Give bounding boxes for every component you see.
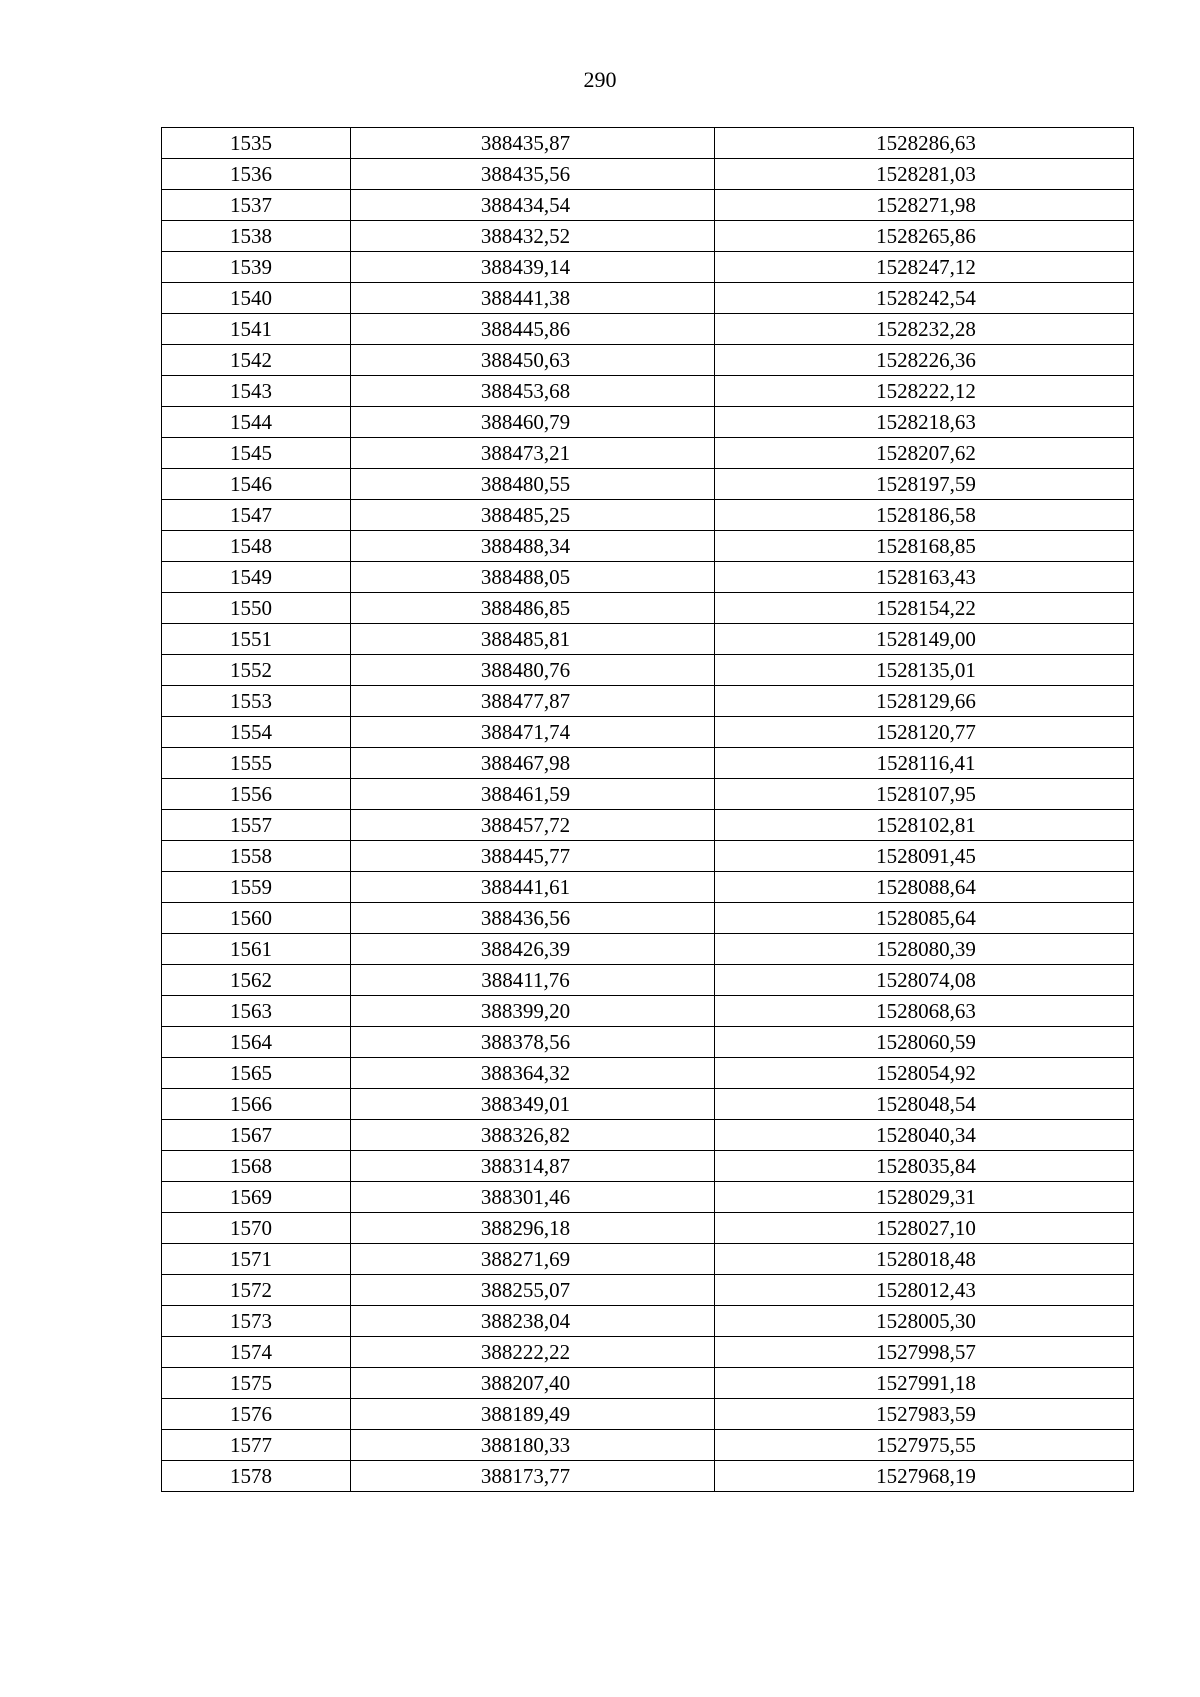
table-row [162, 1368, 1134, 1399]
table-row [162, 841, 1134, 872]
x-coordinate-cell: 388314,87 [351, 1151, 715, 1182]
x-coordinate-cell: 388467,98 [351, 748, 715, 779]
table-row [162, 283, 1134, 314]
table-row [162, 407, 1134, 438]
x-coordinate-cell: 388189,49 [351, 1399, 715, 1430]
x-coordinate-cell: 388222,22 [351, 1337, 715, 1368]
coordinates-table [161, 127, 1134, 1492]
table-row [162, 128, 1134, 159]
table-row [162, 686, 1134, 717]
table-row [162, 1275, 1134, 1306]
x-coordinate-cell: 388445,77 [351, 841, 715, 872]
point-number-cell: 1555 [162, 748, 351, 779]
table-row [162, 1058, 1134, 1089]
table-row [162, 872, 1134, 903]
point-number-cell: 1567 [162, 1120, 351, 1151]
y-coordinate-cell: 1527991,18 [715, 1368, 1134, 1399]
table-row [162, 965, 1134, 996]
y-coordinate-cell: 1528163,43 [715, 562, 1134, 593]
point-number-cell: 1549 [162, 562, 351, 593]
x-coordinate-cell: 388326,82 [351, 1120, 715, 1151]
y-coordinate-cell: 1528040,34 [715, 1120, 1134, 1151]
x-coordinate-cell: 388426,39 [351, 934, 715, 965]
point-number-cell: 1538 [162, 221, 351, 252]
y-coordinate-cell: 1527983,59 [715, 1399, 1134, 1430]
table-row [162, 593, 1134, 624]
point-number-cell: 1560 [162, 903, 351, 934]
table-row [162, 1151, 1134, 1182]
table-row [162, 376, 1134, 407]
y-coordinate-cell: 1528207,62 [715, 438, 1134, 469]
table-row [162, 810, 1134, 841]
point-number-cell: 1552 [162, 655, 351, 686]
table-row [162, 438, 1134, 469]
point-number-cell: 1548 [162, 531, 351, 562]
point-number-cell: 1571 [162, 1244, 351, 1275]
point-number-cell: 1577 [162, 1430, 351, 1461]
y-coordinate-cell: 1528080,39 [715, 934, 1134, 965]
y-coordinate-cell: 1528091,45 [715, 841, 1134, 872]
y-coordinate-cell: 1527975,55 [715, 1430, 1134, 1461]
coordinates-table-body [162, 128, 1134, 1492]
table-row [162, 1182, 1134, 1213]
point-number-cell: 1573 [162, 1306, 351, 1337]
x-coordinate-cell: 388364,32 [351, 1058, 715, 1089]
x-coordinate-cell: 388473,21 [351, 438, 715, 469]
point-number-cell: 1535 [162, 128, 351, 159]
point-number-cell: 1550 [162, 593, 351, 624]
table-row [162, 1120, 1134, 1151]
y-coordinate-cell: 1528085,64 [715, 903, 1134, 934]
y-coordinate-cell: 1528226,36 [715, 345, 1134, 376]
table-row [162, 934, 1134, 965]
x-coordinate-cell: 388301,46 [351, 1182, 715, 1213]
x-coordinate-cell: 388460,79 [351, 407, 715, 438]
point-number-cell: 1564 [162, 1027, 351, 1058]
point-number-cell: 1559 [162, 872, 351, 903]
table-row [162, 1027, 1134, 1058]
point-number-cell: 1570 [162, 1213, 351, 1244]
table-row [162, 1399, 1134, 1430]
y-coordinate-cell: 1528222,12 [715, 376, 1134, 407]
table-row [162, 190, 1134, 221]
point-number-cell: 1554 [162, 717, 351, 748]
table-row [162, 1089, 1134, 1120]
table-row [162, 562, 1134, 593]
y-coordinate-cell: 1528168,85 [715, 531, 1134, 562]
point-number-cell: 1539 [162, 252, 351, 283]
table-row [162, 1430, 1134, 1461]
x-coordinate-cell: 388434,54 [351, 190, 715, 221]
point-number-cell: 1546 [162, 469, 351, 500]
table-row [162, 345, 1134, 376]
point-number-cell: 1547 [162, 500, 351, 531]
y-coordinate-cell: 1528281,03 [715, 159, 1134, 190]
x-coordinate-cell: 388296,18 [351, 1213, 715, 1244]
point-number-cell: 1569 [162, 1182, 351, 1213]
point-number-cell: 1553 [162, 686, 351, 717]
x-coordinate-cell: 388411,76 [351, 965, 715, 996]
y-coordinate-cell: 1527968,19 [715, 1461, 1134, 1492]
y-coordinate-cell: 1528154,22 [715, 593, 1134, 624]
table-row [162, 252, 1134, 283]
point-number-cell: 1540 [162, 283, 351, 314]
y-coordinate-cell: 1528102,81 [715, 810, 1134, 841]
y-coordinate-cell: 1528232,28 [715, 314, 1134, 345]
table-row [162, 903, 1134, 934]
table-row [162, 1461, 1134, 1492]
y-coordinate-cell: 1528197,59 [715, 469, 1134, 500]
x-coordinate-cell: 388471,74 [351, 717, 715, 748]
y-coordinate-cell: 1528218,63 [715, 407, 1134, 438]
x-coordinate-cell: 388441,61 [351, 872, 715, 903]
table-row [162, 469, 1134, 500]
y-coordinate-cell: 1528129,66 [715, 686, 1134, 717]
x-coordinate-cell: 388255,07 [351, 1275, 715, 1306]
table-row [162, 159, 1134, 190]
point-number-cell: 1556 [162, 779, 351, 810]
y-coordinate-cell: 1528186,58 [715, 500, 1134, 531]
x-coordinate-cell: 388480,55 [351, 469, 715, 500]
x-coordinate-cell: 388461,59 [351, 779, 715, 810]
x-coordinate-cell: 388207,40 [351, 1368, 715, 1399]
y-coordinate-cell: 1528271,98 [715, 190, 1134, 221]
y-coordinate-cell: 1528116,41 [715, 748, 1134, 779]
point-number-cell: 1566 [162, 1089, 351, 1120]
y-coordinate-cell: 1528149,00 [715, 624, 1134, 655]
table-row [162, 500, 1134, 531]
x-coordinate-cell: 388457,72 [351, 810, 715, 841]
point-number-cell: 1561 [162, 934, 351, 965]
x-coordinate-cell: 388486,85 [351, 593, 715, 624]
table-row [162, 531, 1134, 562]
point-number-cell: 1574 [162, 1337, 351, 1368]
x-coordinate-cell: 388439,14 [351, 252, 715, 283]
table-row [162, 717, 1134, 748]
x-coordinate-cell: 388477,87 [351, 686, 715, 717]
y-coordinate-cell: 1528074,08 [715, 965, 1134, 996]
x-coordinate-cell: 388453,68 [351, 376, 715, 407]
table-row [162, 314, 1134, 345]
x-coordinate-cell: 388271,69 [351, 1244, 715, 1275]
y-coordinate-cell: 1528068,63 [715, 996, 1134, 1027]
point-number-cell: 1572 [162, 1275, 351, 1306]
table-row [162, 1244, 1134, 1275]
x-coordinate-cell: 388485,81 [351, 624, 715, 655]
x-coordinate-cell: 388435,87 [351, 128, 715, 159]
point-number-cell: 1568 [162, 1151, 351, 1182]
y-coordinate-cell: 1528018,48 [715, 1244, 1134, 1275]
point-number-cell: 1558 [162, 841, 351, 872]
x-coordinate-cell: 388432,52 [351, 221, 715, 252]
point-number-cell: 1575 [162, 1368, 351, 1399]
table-row [162, 996, 1134, 1027]
y-coordinate-cell: 1528060,59 [715, 1027, 1134, 1058]
y-coordinate-cell: 1528120,77 [715, 717, 1134, 748]
x-coordinate-cell: 388480,76 [351, 655, 715, 686]
point-number-cell: 1544 [162, 407, 351, 438]
x-coordinate-cell: 388450,63 [351, 345, 715, 376]
table-row [162, 1213, 1134, 1244]
x-coordinate-cell: 388488,34 [351, 531, 715, 562]
y-coordinate-cell: 1528242,54 [715, 283, 1134, 314]
x-coordinate-cell: 388445,86 [351, 314, 715, 345]
y-coordinate-cell: 1528135,01 [715, 655, 1134, 686]
point-number-cell: 1541 [162, 314, 351, 345]
table-row [162, 1337, 1134, 1368]
point-number-cell: 1542 [162, 345, 351, 376]
y-coordinate-cell: 1528286,63 [715, 128, 1134, 159]
y-coordinate-cell: 1528265,86 [715, 221, 1134, 252]
point-number-cell: 1551 [162, 624, 351, 655]
point-number-cell: 1578 [162, 1461, 351, 1492]
table-row [162, 1306, 1134, 1337]
point-number-cell: 1576 [162, 1399, 351, 1430]
point-number-cell: 1562 [162, 965, 351, 996]
page-number: 290 [583, 67, 617, 92]
table-row [162, 624, 1134, 655]
y-coordinate-cell: 1528035,84 [715, 1151, 1134, 1182]
x-coordinate-cell: 388349,01 [351, 1089, 715, 1120]
point-number-cell: 1557 [162, 810, 351, 841]
x-coordinate-cell: 388436,56 [351, 903, 715, 934]
x-coordinate-cell: 388435,56 [351, 159, 715, 190]
table-row [162, 748, 1134, 779]
table-row [162, 655, 1134, 686]
x-coordinate-cell: 388488,05 [351, 562, 715, 593]
table-row [162, 221, 1134, 252]
x-coordinate-cell: 388180,33 [351, 1430, 715, 1461]
point-number-cell: 1543 [162, 376, 351, 407]
x-coordinate-cell: 388173,77 [351, 1461, 715, 1492]
y-coordinate-cell: 1528054,92 [715, 1058, 1134, 1089]
x-coordinate-cell: 388238,04 [351, 1306, 715, 1337]
y-coordinate-cell: 1528048,54 [715, 1089, 1134, 1120]
y-coordinate-cell: 1528029,31 [715, 1182, 1134, 1213]
y-coordinate-cell: 1528012,43 [715, 1275, 1134, 1306]
y-coordinate-cell: 1528088,64 [715, 872, 1134, 903]
point-number-cell: 1536 [162, 159, 351, 190]
point-number-cell: 1565 [162, 1058, 351, 1089]
x-coordinate-cell: 388378,56 [351, 1027, 715, 1058]
y-coordinate-cell: 1528027,10 [715, 1213, 1134, 1244]
y-coordinate-cell: 1528005,30 [715, 1306, 1134, 1337]
point-number-cell: 1537 [162, 190, 351, 221]
table-row [162, 779, 1134, 810]
x-coordinate-cell: 388441,38 [351, 283, 715, 314]
y-coordinate-cell: 1528107,95 [715, 779, 1134, 810]
point-number-cell: 1563 [162, 996, 351, 1027]
x-coordinate-cell: 388485,25 [351, 500, 715, 531]
point-number-cell: 1545 [162, 438, 351, 469]
y-coordinate-cell: 1528247,12 [715, 252, 1134, 283]
y-coordinate-cell: 1527998,57 [715, 1337, 1134, 1368]
x-coordinate-cell: 388399,20 [351, 996, 715, 1027]
